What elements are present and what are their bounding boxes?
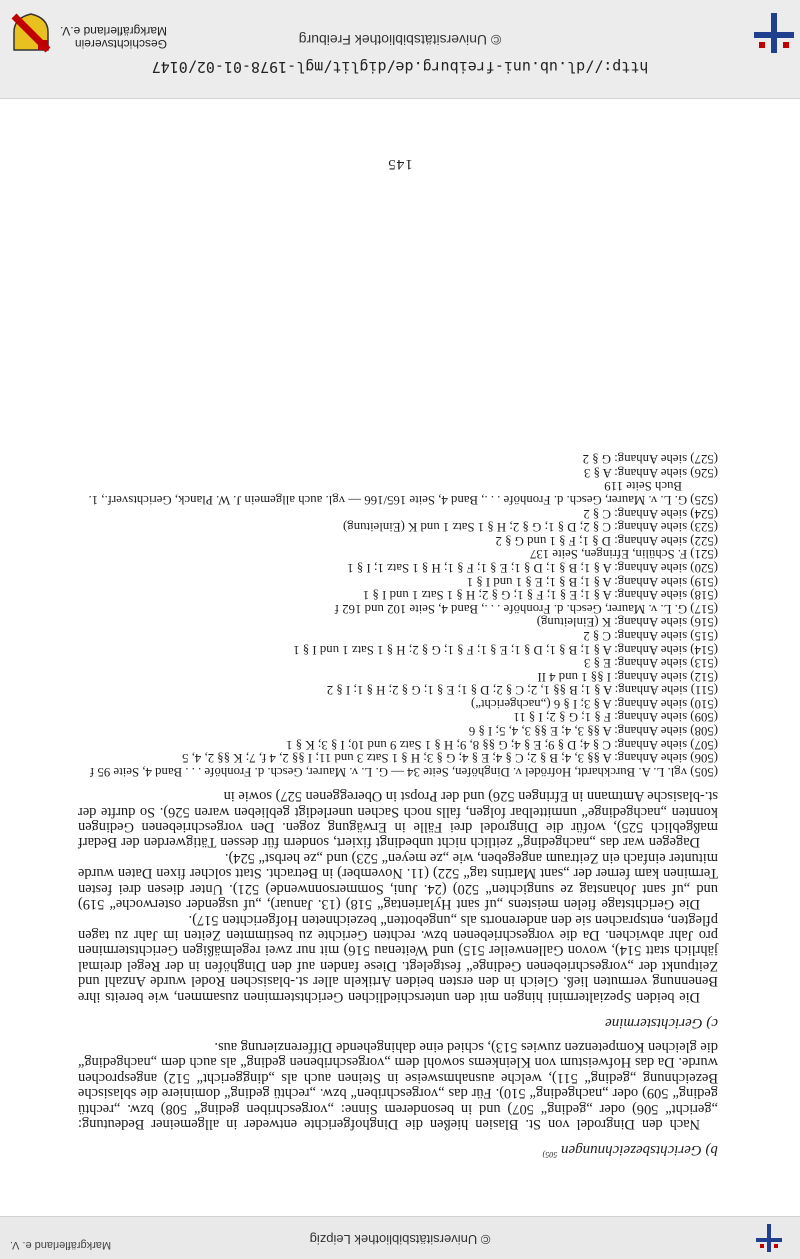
permalink-url[interactable]: http://dl.ub.uni-freiburg.de/diglit/mgl-1978-01-02/0147 [151,58,649,76]
footnote: (516) siehe Anhang: K (Einleitung) [536,615,718,630]
header-bar [0,1216,800,1259]
footnote: (522) siehe Anhang: D § 1; F § 1 und G § 2 [495,533,718,548]
footnote: (518) siehe Anhang: A § 1; E § 1; F § 1; G § 2; H § 1 Satz 1 und I § 1 [362,588,718,603]
footnote: (515) siehe Anhang: C § 2 [583,628,718,643]
footnote: (510) siehe Anhang: A § 3; I § 6 („nachgericht“) [471,696,718,711]
footnote: (507) siehe Anhang: C § 4; D § 9; E § 4; G §§ 8, 9; H § 1 Satz 9 und 10; I § 3; K § 1 [286,737,718,752]
paragraph-b-1: Nach den Dingrodel von St. Blasien hießen die Dinghofgerichte entweder in allgemeiner Bedeutung: „gericht“ 506) oder „geding“ 507) und in besonderem Sinne: „vorgeschriben geding“ 508) bzw. „rechtü geding“ 509) oder „nachgeding“ 510). Für das „vorgeschriben“ bzw. „rechtü geding“ dominiere die sblasische Bezeichnung „geding“ 511), welche ausnahmsweise in Steinen auch als „dinggericht“ 512) angesprochen wurde. Da das Hofweistum von Kleinkems sowohl dem „vorgeschribenen geding“ als auch dem „nachgeding“ die gleichen Kompetenzen zuwies 513), schied eine dahingehende Differenzierung aus. [78,1038,718,1132]
footer-bar [0,0,800,99]
footer-copyright: © Universitätsbibliothek Freiburg [298,32,502,48]
footnote: (517) G. L. v. Maurer, Gesch. d. Fronhöfe . . ., Band 4, Seite 102 und 162 f [334,601,718,616]
footnote: (525) G. L. v. Maurer, Gesch. d. Fronhöfe . . ., Band 4, Seite 165/166 — vgl. auch allgemein J. W. Planck, Gerichtsverf., 1. Buch Seite 119 [88,479,718,507]
footnote: (519) siehe Anhang: A § 1; B § 1; E § 1 und I § 1 [466,574,718,589]
footer-society [60,24,167,50]
footnote: (523) siehe Anhang: C § 2; D § 1; G § 2; H § 1 Satz 1 und K (Einleitung) [343,520,718,535]
section-c-heading: c) Gerichtstermine [605,1014,718,1031]
society-name: Markgräflerland e. V. [10,1239,112,1251]
text-column [78,452,718,1159]
footnote: (505) vgl. L. A. Burckhardt, Hofrödel v. Dinghöfen, Seite 34 — G. L. v. Maurer, Gesch. d. Fronhöfe . . . Band 4, Seite 95 f [90,764,718,779]
footnote: (524) siehe Anhang: C § 2 [583,506,718,521]
paragraph-c-2: Die Gerichtstage fielen meistens „uf sant Hylarientag“ 518) (13. Januar), „uf usgender osterwoche“ 519) und „uf sant Johanstag ze sungichten“ 520) (24. Juni, Sommersonnwende) 521). Unter diesen drei festen Terminen kam ferner der „sant Martins tag“ 522) (11. November) in Betracht. Statt solcher fixen Daten wurde mitunter einfach ein Zeitraum angegeben, wie „ze meyen“ 523) und „ze herbst“ 524). [78,849,718,913]
section-b-ref: 505) [542,1150,558,1159]
page-number: 145 [387,156,413,172]
coat-of-arms-icon [10,12,52,54]
footnote: (512) siehe Anhang: I §§ 1 und 4 II [537,669,718,684]
footnote-list [78,452,718,778]
ub-logo-icon [756,1224,782,1252]
footnote: (509) siehe Anhang: F § 1; G § 2; I § 11 [513,710,718,725]
paragraph-c-3: Dagegen war das „nachgeding“ zeitlich nicht unbedingt fixiert, sondern für dessen Tätigwerden der Bedarf maßgeblich 525), wofür die Dingrodel drei Fälle in Erwägung zogen. Den vorgeschriebenen Gedingen konnten „nachgedinge“ unmittelbar folgen, falls noch Sachen unerledigt geblieben waren 526). So durfte der st.-blasische Amtmann in Efringen 526) und der Propst in Obereggenen 527) sowie in [78,788,718,851]
footnote: (520) siehe Anhang: A § 1; B § 1; D § 1; E § 1; F § 1; H § 1 Satz 1; I § 1 [347,560,718,575]
footnote: (514) siehe Anhang: A § 1; B § 1; D § 1; E § 1; F § 1; G § 2; H § 1 Satz 1 und I § 1 [293,642,718,657]
society-line-2: Markgräflerland e.V. [60,24,167,38]
ub-freiburg-logo-icon [754,13,794,53]
footnote: (526) siehe Anhang: A § 3 [584,465,718,480]
paragraph-c-1: Die beiden Spezialtermini hingen mit den unterschiedlichen Gerichtsterminen zusammen, wie bereits ihre Benennung vermuten ließ. Gleich in den ersten beiden Artikeln aller st.-blasischen Rodel wurde Anzahl und Zeitpunkt der „vorgeschriebenen Gedinge“ festgelegt. Diese fanden auf den Dinghöfen in der Regel dreimal jährlich statt 514), wovon Gallenweiler 515) und Weitenau 516) mit nur zwei regelmäßigen Gerichtsterminen pro Jahr abwichen. Da die vorgeschriebenen bzw. rechten Gerichte zu bestimmten Zeiten im Jahr zu tagen pflegten, entsprachen sie den anderenorts als „ungebotten“ bezeichneten Hofgerichten 517). [78,911,718,1005]
footnote: (521) F. Schülin, Efringen, Seite 137 [529,547,718,562]
footnote: (513) siehe Anhang: E § 3 [584,656,718,671]
document-page [0,99,800,1217]
footnote: (508) siehe Anhang: A §§ 3, 4; E §§ 3, 4, 5; I § 6 [468,724,718,739]
section-b-heading [78,1141,718,1159]
footnote: (511) siehe Anhang: A § 1; B §§ 1, 2; C § 2; D § 1; E § 1; G § 2; H § 1; I § 2 [326,683,718,698]
society-line-1: Geschichtsverein [74,37,167,51]
library-copyright: © Universitätsbibliothek Leipzig [309,1232,491,1247]
footnote: (506) siehe Anhang: A §§ 3, 4; B § 2; C § 4; E § 4; G § 3; H § 1 Satz 3 und 11; I §§ 2, 4 f, 7; K §§ 2, 4, 5 [182,751,718,766]
footnote: (527) siehe Anhang: G § 2 [582,452,718,467]
section-b-title: b) Gerichtsbezeichnungen [560,1142,718,1158]
